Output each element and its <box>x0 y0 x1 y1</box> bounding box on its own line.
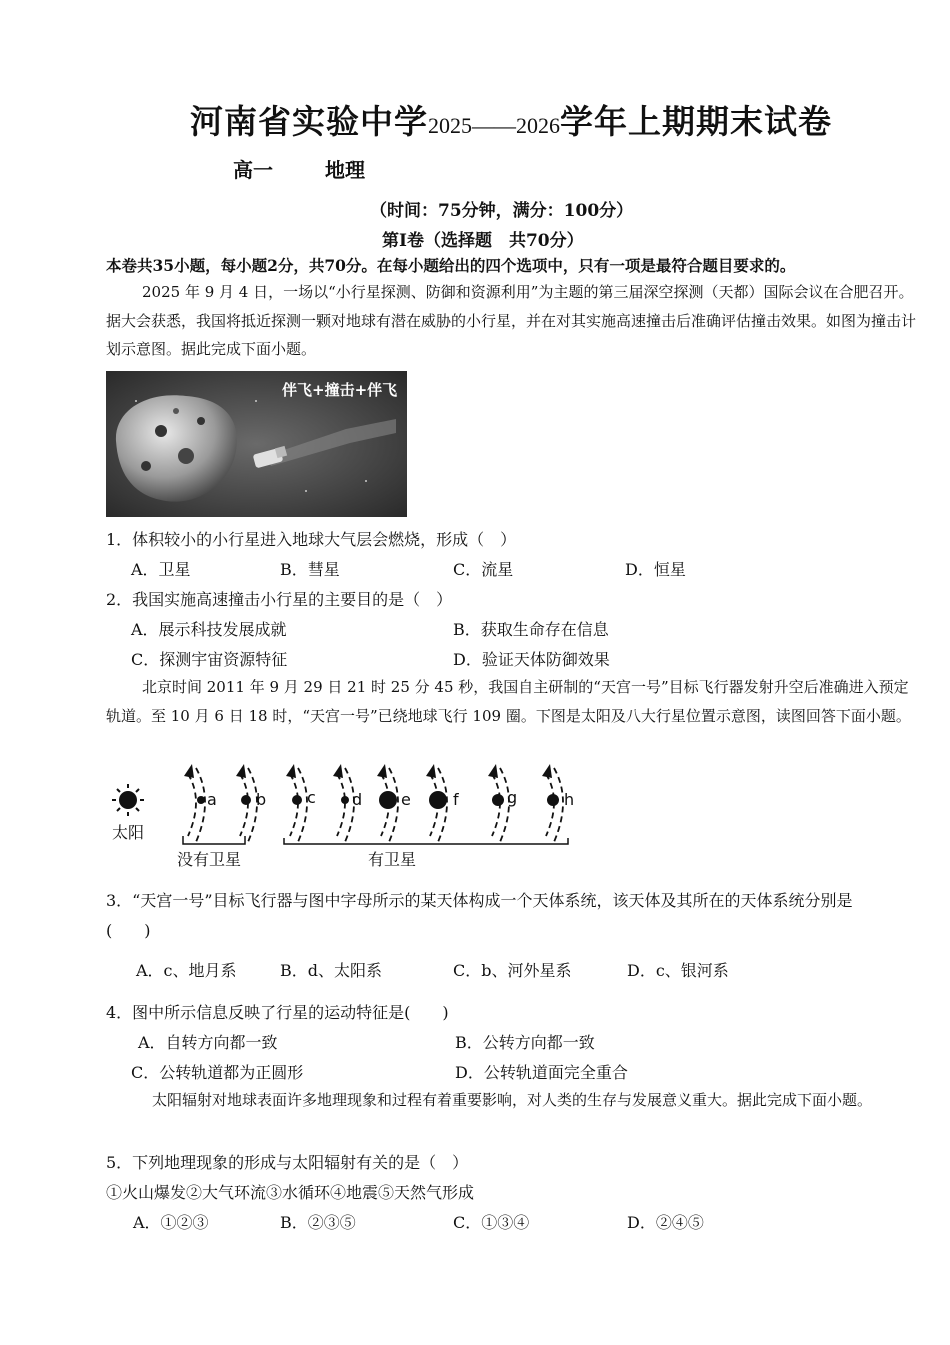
no-satellite-label: 没有卫星 <box>177 850 242 869</box>
q1-stem: 1．体积较小的小行星进入地球大气层会燃烧，形成（ ） <box>106 530 517 549</box>
label-g: g <box>507 788 518 807</box>
q4-option-c[interactable]: C．公转轨道都为正圆形 <box>131 1063 304 1082</box>
title-term: 学年上期期末试卷 <box>560 102 832 141</box>
title-school: 河南省实验中学 <box>190 102 428 141</box>
q3-option-b[interactable]: B．d、太阳系 <box>280 961 383 980</box>
q3-option-a[interactable]: A．c、地月系 <box>136 961 237 980</box>
q5-option-a[interactable]: A．①②③ <box>133 1213 209 1232</box>
label-e: e <box>401 790 411 809</box>
grade-label: 高一 <box>233 158 273 182</box>
q5-option-c[interactable]: C．①③④ <box>453 1213 530 1232</box>
solar-system-diagram <box>100 760 620 872</box>
impact-plan-image <box>106 371 407 517</box>
passage-1: 2025 年 9 月 4 日，一场以“小行星探测、防御和资源利用”为主题的第三届深空探测（天都）国际会议在合肥召开。据大会获悉，我国将抵近探测一颗对地球有潜在威胁的小行星，并在对其实施高速撞击后准确评估撞击效果。如图为撞击计划示意图。据此完成下面小题。 <box>106 283 917 358</box>
q5-option-d[interactable]: D．②④⑤ <box>627 1213 704 1232</box>
q5-option-b[interactable]: B．②③⑤ <box>280 1213 356 1232</box>
has-satellite-label: 有卫星 <box>368 850 417 869</box>
sun-icon <box>112 784 144 816</box>
q3-stem: 3．“天宫一号”目标飞行器与图中字母所示的某天体构成一个天体系统，该天体及其所在的天体系统分别是 <box>106 891 853 910</box>
label-b: b <box>256 790 267 809</box>
planet-g <box>492 794 504 806</box>
q1-option-b[interactable]: B．彗星 <box>280 560 340 579</box>
instructions: 本卷共35小题，每小题2分，共70分。在每小题给出的四个选项中，只有一项是最符合题目要求的。 <box>106 256 796 275</box>
planet-c <box>292 795 302 805</box>
q1-option-d[interactable]: D．恒星 <box>625 560 686 579</box>
passage-3: 太阳辐射对地球表面许多地理现象和过程有着重要影响，对人类的生存与发展意义重大。据此完成下面小题。 <box>152 1091 873 1109</box>
q4-stem: 4．图中所示信息反映了行星的运动特征是( ) <box>106 1003 449 1022</box>
q4-option-a[interactable]: A．自转方向都一致 <box>138 1033 278 1052</box>
q3-option-d[interactable]: D．c、银河系 <box>627 961 729 980</box>
exam-title <box>190 96 832 143</box>
q2-option-a[interactable]: A．展示科技发展成就 <box>131 620 287 639</box>
q3-stem-cont: ( ) <box>106 921 151 940</box>
q3-option-c[interactable]: C．b、河外星系 <box>453 961 572 980</box>
planet-f <box>429 791 447 809</box>
subject-label: 地理 <box>325 158 365 182</box>
label-f: f <box>453 790 459 809</box>
q5-stem: 5．下列地理现象的形成与太阳辐射有关的是（ ） <box>106 1153 469 1172</box>
section-title: 第Ⅰ卷（选择题 共70分） <box>382 231 584 251</box>
label-d: d <box>352 790 363 809</box>
q4-option-b[interactable]: B．公转方向都一致 <box>455 1033 595 1052</box>
q1-option-c[interactable]: C．流星 <box>453 560 514 579</box>
label-c: c <box>307 788 316 807</box>
planet-h <box>547 794 559 806</box>
planet-d <box>341 796 349 804</box>
title-year: 2025——2026 <box>428 113 560 138</box>
q1-option-a[interactable]: A．卫星 <box>131 560 191 579</box>
planet-a <box>197 796 205 804</box>
label-a: a <box>207 790 217 809</box>
sun-label: 太阳 <box>112 823 145 842</box>
passage-2: 北京时间 2011 年 9 月 29 日 21 时 25 分 45 秒，我国自主研制的“天宫一号”目标飞行器发射升空后准确进入预定轨道。至 10 月 6 日 18 时，“天宫一号”已绕地球飞行 109 圈。下图是太阳及八大行星位置示意图，读图回答下面小题。 <box>106 678 911 725</box>
q2-stem: 2．我国实施高速撞击小行星的主要目的是（ ） <box>106 590 453 609</box>
q4-option-d[interactable]: D．公转轨道面完全重合 <box>455 1063 628 1082</box>
time-info: （时间：75分钟，满分：100分） <box>370 201 634 221</box>
q2-option-b[interactable]: B．获取生命存在信息 <box>453 620 609 639</box>
planet-e <box>379 791 397 809</box>
label-h: h <box>564 790 575 809</box>
q5-items: ①火山爆发②大气环流③水循环④地震⑤天然气形成 <box>106 1183 475 1202</box>
image-caption: 伴飞+撞击+伴飞 <box>282 381 398 399</box>
q2-option-d[interactable]: D．验证天体防御效果 <box>453 650 610 669</box>
planet-b <box>241 795 251 805</box>
q2-option-c[interactable]: C．探测宇宙资源特征 <box>131 650 288 669</box>
